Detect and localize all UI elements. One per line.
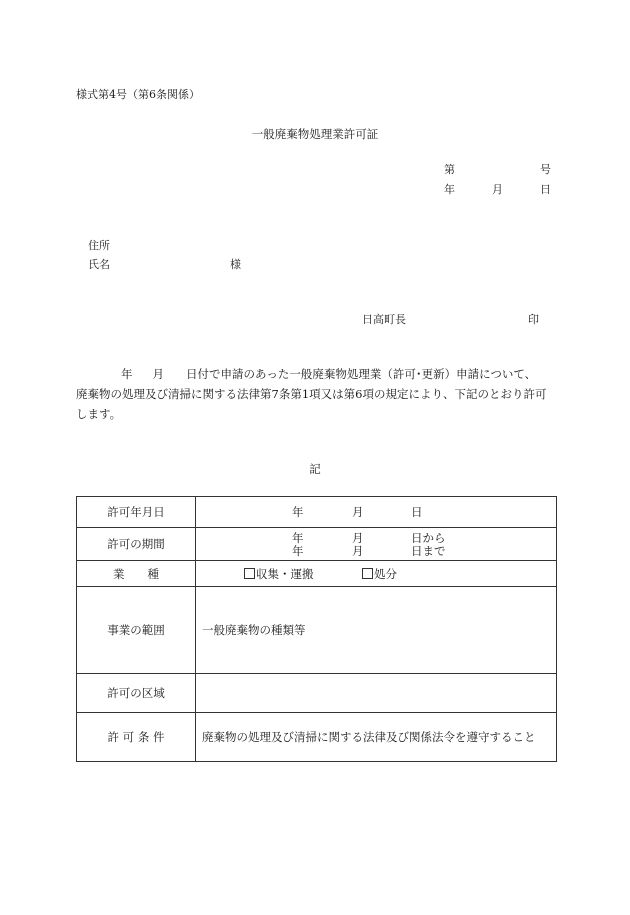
- name-label: 氏名: [88, 258, 110, 271]
- permit-date-label: 許可年月日: [77, 497, 196, 528]
- ki-heading: 記: [309, 462, 321, 476]
- body-month: 月: [152, 367, 164, 381]
- permit-conditions-value: 廃棄物の処理及び清掃に関する法律及び関係法令を遵守すること: [196, 713, 557, 762]
- period-start-day: 日から: [411, 531, 446, 545]
- disposal-checkbox[interactable]: [362, 568, 373, 579]
- option-collection[interactable]: [244, 564, 314, 584]
- collection-label: 収集・運搬: [256, 566, 314, 581]
- body-line-1: [76, 364, 556, 384]
- document-title: 一般廃棄物処理業許可証: [251, 127, 379, 141]
- permit-area-label: 許可の区域: [77, 674, 196, 713]
- issue-date-day: 日: [540, 183, 551, 196]
- issue-date-month: 月: [492, 183, 503, 196]
- permit-table: [76, 496, 557, 762]
- business-scope-label: 事業の範囲: [77, 587, 196, 674]
- permit-period-value: [196, 528, 557, 561]
- table-row-business-scope: [77, 587, 557, 674]
- issuer-mayor: 日高町長: [362, 313, 406, 326]
- period-start: [202, 531, 556, 545]
- table-row-permit-conditions: [77, 713, 557, 762]
- business-type-label: 業 種: [77, 561, 196, 587]
- period-start-year: 年: [292, 531, 304, 545]
- body-line-2: 廃棄物の処理及び清掃に関する法律第7条第1項又は第6項の規定により、下記のとおり許可: [76, 387, 547, 401]
- form-number: 様式第4号（第6条関係）: [76, 88, 200, 101]
- address-label: 住所: [88, 239, 110, 252]
- body-year: 年: [121, 367, 133, 381]
- body-paragraph: [76, 364, 556, 424]
- period-end-year: 年: [292, 544, 304, 558]
- table-row-permit-area: [77, 674, 557, 713]
- period-end-month: 月: [352, 544, 364, 558]
- table-row-permit-date: [77, 497, 557, 528]
- body-line-3: します。: [76, 407, 122, 421]
- permit-date-year: 年: [292, 505, 304, 519]
- table-row-permit-period: [77, 528, 557, 561]
- period-end-day: 日まで: [411, 544, 446, 558]
- permit-date-day: 日: [411, 505, 423, 519]
- permit-date-value: [196, 497, 557, 528]
- permit-area-value: [196, 674, 557, 713]
- collection-checkbox[interactable]: [244, 568, 255, 579]
- business-type-value: [196, 561, 557, 587]
- period-end: [202, 544, 556, 558]
- honorific: 様: [230, 258, 241, 271]
- doc-number-suffix: 号: [540, 163, 551, 176]
- issue-date-year: 年: [444, 183, 455, 196]
- business-scope-value: 一般廃棄物の種類等: [196, 587, 557, 674]
- seal-mark: 印: [528, 313, 539, 326]
- table-row-business-type: [77, 561, 557, 587]
- option-disposal[interactable]: [362, 564, 397, 584]
- permit-conditions-label: 許 可 条 件: [77, 713, 196, 762]
- body-line-1-text: 日付で申請のあった一般廃棄物処理業（許可･更新）申請について、: [186, 367, 537, 381]
- permit-date-month: 月: [352, 505, 364, 519]
- disposal-label: 処分: [374, 566, 397, 581]
- doc-number-prefix: 第: [444, 163, 455, 176]
- period-start-month: 月: [352, 531, 364, 545]
- permit-period-label: 許可の期間: [77, 528, 196, 561]
